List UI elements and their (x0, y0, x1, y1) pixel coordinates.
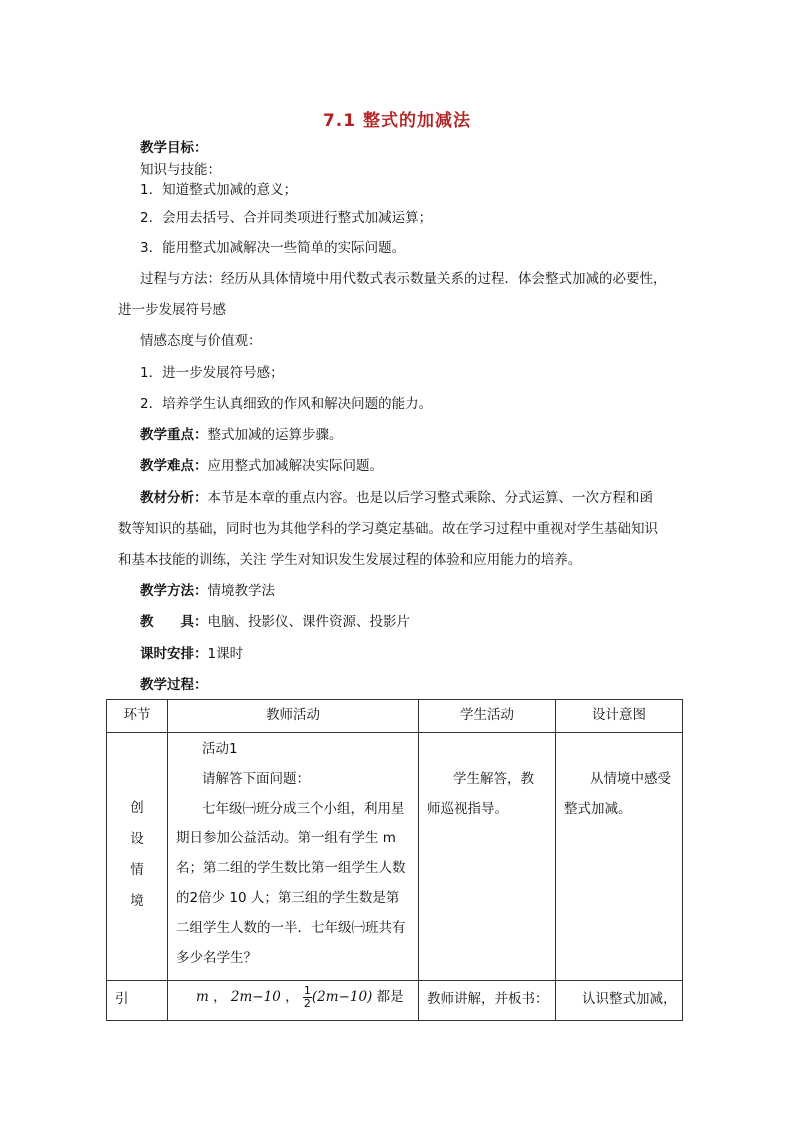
header-stage: 环节 (107, 700, 168, 733)
process-text-2: 进一步发展符号感 (118, 302, 226, 318)
intent-cell (556, 981, 683, 1021)
schedule-text: 1课时 (207, 646, 244, 662)
math-paren: (2m−10) (311, 989, 373, 1005)
method-text: 情境教学法 (207, 583, 275, 599)
teacher-activity-cell (168, 733, 419, 981)
student-activity-cell (419, 733, 556, 981)
knowledge-item-3: 3．能用整式加减解决一些简单的实际问题。 (140, 240, 406, 256)
math-sep-1: ， (213, 989, 227, 1005)
intent-cell (556, 733, 683, 981)
difficulty-line (140, 456, 383, 476)
frac-numerator: 1 (303, 983, 311, 997)
intent-text: 认识整式加减， (582, 991, 677, 1007)
key-point-text: 整式加减的运算步骤。 (207, 427, 343, 443)
objectives-heading: 教学目标： (140, 140, 208, 156)
math-sep-2: ， (285, 989, 299, 1005)
process-text-1: 经历从具体情境中用代数式表示数量关系的过程．体会整式加减的必要性， (221, 271, 667, 287)
process-heading: 教学过程： (140, 677, 208, 693)
analysis-text-2: 数等知识的基础，同时也为其他学科的学习奠定基础。故在学习过程中重视对学生基础知识 (118, 521, 658, 537)
student-activity-cell (419, 981, 556, 1021)
student-activity-text: 学生解答，教师巡视指导。 (427, 771, 534, 817)
header-teacher: 教师活动 (168, 700, 419, 733)
process-objective-line-1 (140, 269, 667, 289)
activity-prompt: 请解答下面问题： (202, 770, 310, 787)
difficulty-label: 教学难点： (140, 458, 208, 474)
schedule-line (140, 644, 243, 664)
stage-cell (107, 981, 168, 1021)
table-row (107, 733, 683, 981)
tools-text: 电脑、投影仪、课件资源、投影片 (207, 614, 410, 630)
knowledge-heading: 知识与技能： (140, 162, 221, 178)
activity-title: 活动1 (202, 741, 238, 757)
math-m: m (196, 989, 209, 1005)
process-label: 过程与方法： (140, 271, 221, 287)
key-point-label: 教学重点： (140, 427, 208, 443)
header-intent: 设计意图 (556, 700, 683, 733)
method-label: 教学方法： (140, 583, 208, 599)
stage-cell (107, 733, 168, 981)
math-line (168, 981, 418, 1013)
math-fraction (303, 985, 312, 1010)
emotion-item-2: 2．培养学生认真细致的作风和解决问题的能力。 (140, 396, 433, 412)
table-header-row (107, 700, 683, 733)
method-line (140, 581, 275, 601)
schedule-label: 课时安排： (140, 646, 208, 662)
tools-label: 教 具： (140, 614, 208, 630)
activity-problem: 七年级㈠班分成三个小组，利用星期日参加公益活动。第一组有学生 m 名；第二组的学生数比第一组学生人数的2倍少 10 人；第三组的学生数是第二组学生人数的一半．七年级㈠班共有多少名学生？ (176, 800, 406, 966)
emotion-heading: 情感态度与价值观： (140, 333, 262, 349)
key-point-line (140, 425, 343, 445)
stage-text: 引 (115, 991, 129, 1007)
teacher-activity-cell (168, 981, 419, 1021)
intent-text: 从情境中感受整式加减。 (564, 771, 671, 817)
student-activity-text: 教师讲解，并板书： (427, 991, 549, 1007)
analysis-text-3: 和基本技能的训练，关注 学生对知识发生发展过程的体验和应用能力的培养。 (118, 552, 582, 568)
knowledge-item-2: 2．会用去括号、合并同类项进行整式加减运算； (140, 210, 433, 226)
emotion-item-1: 1．进一步发展符号感； (140, 365, 284, 381)
math-expr: 2m−10 (230, 989, 281, 1005)
stage-text: 创设情境 (130, 800, 144, 909)
page-title: 7.1 整式的加减法 (322, 111, 472, 131)
frac-denominator: 2 (303, 996, 311, 1010)
analysis-text-1: 本节是本章的重点内容。也是以后学习整式乘除、分式运算、一次方程和函 (207, 490, 653, 506)
math-tail: 都是 (376, 989, 404, 1005)
analysis-label: 教材分析： (140, 490, 208, 506)
header-student: 学生活动 (419, 700, 556, 733)
table-row (107, 981, 683, 1021)
teaching-process-table (106, 699, 683, 1021)
analysis-line-1 (140, 488, 653, 508)
difficulty-text: 应用整式加减解决实际问题。 (207, 458, 383, 474)
tools-line (140, 612, 410, 632)
knowledge-item-1: 1．知道整式加减的意义； (140, 182, 298, 198)
